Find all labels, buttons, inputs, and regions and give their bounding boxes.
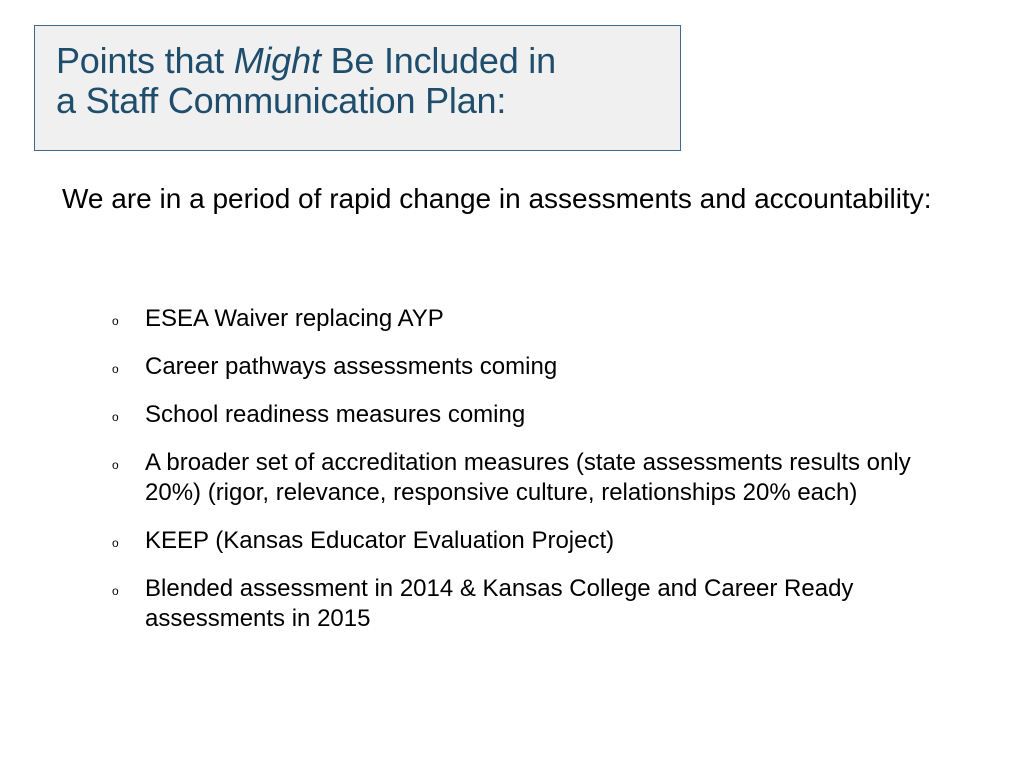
bullet-marker-icon: o: [112, 410, 119, 424]
slide-title-prefix: Points that: [56, 40, 234, 81]
slide-title-suffix: Be Included in: [320, 40, 556, 81]
slide-title-emphasis: Might: [233, 40, 321, 81]
bullet-marker-icon: o: [112, 314, 119, 328]
bullet-marker-icon: o: [112, 362, 119, 376]
bullet-list: [112, 304, 972, 652]
slide-title-line-2: a Staff Communication Plan:: [56, 80, 507, 121]
bullet-text: A broader set of accreditation measures (state assessments results only 20%) (rigor, relevance, responsive culture, relationships 20% each): [145, 449, 911, 506]
bullet-marker-icon: o: [112, 458, 119, 472]
bullet-text: KEEP (Kansas Educator Evaluation Project): [145, 527, 615, 554]
title-box: [34, 25, 681, 151]
bullet-item: [112, 304, 972, 334]
intro-text: We are in a period of rapid change in assessments and accountability:: [62, 183, 932, 214]
bullet-item: [112, 448, 972, 508]
bullet-marker-icon: o: [112, 584, 119, 598]
bullet-text: School readiness measures coming: [145, 401, 526, 428]
bullet-item: [112, 574, 972, 634]
bullet-text: Career pathways assessments coming: [145, 353, 558, 380]
bullet-marker-icon: o: [112, 536, 119, 550]
bullet-item: [112, 400, 972, 430]
bullet-text: Blended assessment in 2014 & Kansas College and Career Ready assessments in 2015: [145, 575, 854, 632]
bullet-item: [112, 352, 972, 382]
bullet-text: ESEA Waiver replacing AYP: [145, 305, 444, 332]
slide-title: [56, 41, 660, 121]
bullet-item: [112, 526, 972, 556]
